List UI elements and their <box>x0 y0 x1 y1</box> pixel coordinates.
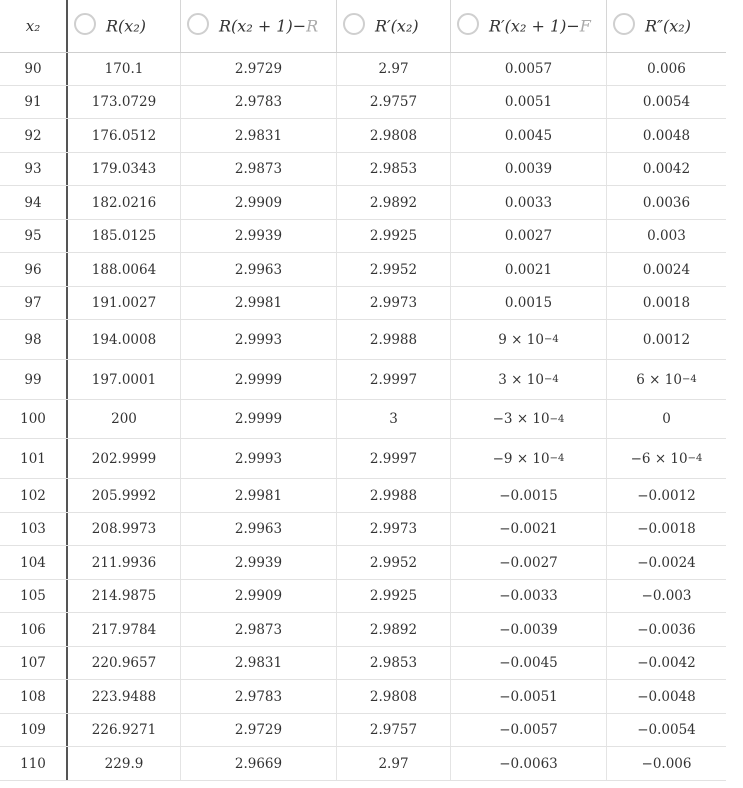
cell-r-double-prime: 0.006 <box>647 61 686 77</box>
cell-r-double-prime: −0.003 <box>641 588 692 604</box>
header-label: R(x₂ + 1)− <box>219 16 307 36</box>
cell-x2: 92 <box>0 119 68 152</box>
cell-r: 170.1 <box>68 53 181 85</box>
cell-r: 200 <box>68 400 181 438</box>
cell-r-prime: 2.9925 <box>337 220 451 252</box>
cell-r-diff: 2.9963 <box>181 513 337 545</box>
cell-r: 185.0125 <box>68 220 181 252</box>
cell-r-prime-diff: 0.0045 <box>451 119 607 152</box>
cell-r: 202.9999 <box>68 439 181 478</box>
cell-r-diff: 2.9873 <box>181 613 337 646</box>
cell-r-prime-diff: −9 × 10 −4 <box>451 439 607 478</box>
cell-r-diff: 2.9981 <box>181 479 337 512</box>
table-row <box>0 220 726 253</box>
cell-x2: 90 <box>0 53 68 85</box>
cell-r-prime: 2.9925 <box>337 580 451 612</box>
cell-x2: 95 <box>0 220 68 252</box>
column-toggle-radio[interactable] <box>343 13 365 35</box>
cell-r: 208.9973 <box>68 513 181 545</box>
cell-r-diff: 2.9831 <box>181 119 337 152</box>
cell-r: 220.9657 <box>68 647 181 679</box>
header-label-faded: R <box>306 16 319 36</box>
cell-r: 214.9875 <box>68 580 181 612</box>
column-toggle-radio[interactable] <box>74 13 96 35</box>
cell-x2: 98 <box>0 320 68 359</box>
table-row <box>0 714 726 747</box>
cell-r-diff: 2.9939 <box>181 546 337 579</box>
cell-r-prime-diff: 9 × 10 −4 <box>451 320 607 359</box>
cell-x2: 108 <box>0 680 68 713</box>
cell-r-prime-diff: −0.0063 <box>451 747 607 780</box>
cell-r-prime-diff: −3 × 10 −4 <box>451 400 607 438</box>
table-row <box>0 360 726 400</box>
cell-r-double-prime: 0.0018 <box>642 295 691 311</box>
cell-r-prime: 2.9808 <box>337 680 451 713</box>
cell-r-prime: 2.9997 <box>337 360 451 399</box>
table-row <box>0 613 726 647</box>
cell-r-double-prime: −6 × 10 −4 <box>630 450 703 467</box>
column-toggle-radio[interactable] <box>457 13 479 35</box>
table-row <box>0 119 726 153</box>
header-label: x₂ <box>25 17 41 35</box>
cell-r-double-prime: 0.003 <box>647 228 686 244</box>
header-r[interactable] <box>68 0 181 52</box>
table-row <box>0 186 726 220</box>
cell-r-prime-diff: −0.0045 <box>451 647 607 679</box>
table-row <box>0 86 726 119</box>
cell-x2: 100 <box>0 400 68 438</box>
cell-r-diff: 2.9783 <box>181 86 337 118</box>
table-row <box>0 580 726 613</box>
table-row <box>0 53 726 86</box>
cell-r-diff: 2.9729 <box>181 53 337 85</box>
header-r-diff[interactable] <box>181 0 337 52</box>
cell-r: 205.9992 <box>68 479 181 512</box>
cell-r: 217.9784 <box>68 613 181 646</box>
cell-r-prime-diff: −0.0051 <box>451 680 607 713</box>
cell-r-diff: 2.9999 <box>181 400 337 438</box>
cell-x2: 105 <box>0 580 68 612</box>
cell-x2: 94 <box>0 186 68 219</box>
cell-r: 182.0216 <box>68 186 181 219</box>
cell-r-diff: 2.9873 <box>181 153 337 185</box>
cell-r-prime: 2.97 <box>337 747 451 780</box>
cell-x2: 91 <box>0 86 68 118</box>
cell-r-prime: 2.97 <box>337 53 451 85</box>
header-r-prime-diff[interactable] <box>451 0 607 52</box>
cell-r: 173.0729 <box>68 86 181 118</box>
cell-r: 194.0008 <box>68 320 181 359</box>
table-row <box>0 680 726 714</box>
header-label: R″(x₂) <box>645 16 691 36</box>
cell-r: 226.9271 <box>68 714 181 746</box>
header-label: R′(x₂) <box>375 16 419 36</box>
table-row <box>0 479 726 513</box>
table-body <box>0 53 726 781</box>
cell-r-double-prime: −0.0012 <box>637 487 696 504</box>
table-row <box>0 320 726 360</box>
cell-r-diff: 2.9939 <box>181 220 337 252</box>
table-row <box>0 287 726 320</box>
cell-r-prime-diff: 0.0015 <box>451 287 607 319</box>
cell-r-double-prime: 6 × 10 −4 <box>636 371 697 388</box>
cell-r-prime: 2.9853 <box>337 153 451 185</box>
cell-r-prime: 2.9757 <box>337 714 451 746</box>
table-row <box>0 747 726 781</box>
header-label-faded: F <box>579 16 591 36</box>
cell-r-prime: 2.9952 <box>337 546 451 579</box>
cell-r-diff: 2.9729 <box>181 714 337 746</box>
cell-r-diff: 2.9669 <box>181 747 337 780</box>
cell-x2: 99 <box>0 360 68 399</box>
cell-r-prime: 2.9757 <box>337 86 451 118</box>
table-row <box>0 647 726 680</box>
column-toggle-radio[interactable] <box>613 13 635 35</box>
cell-r-prime-diff: 0.0033 <box>451 186 607 219</box>
cell-r-prime-diff: −0.0027 <box>451 546 607 579</box>
table-row <box>0 400 726 439</box>
cell-r-diff: 2.9981 <box>181 287 337 319</box>
cell-r-double-prime: 0.0036 <box>642 194 691 211</box>
header-label-wrap <box>219 17 318 36</box>
cell-x2: 106 <box>0 613 68 646</box>
cell-r-prime-diff: −0.0057 <box>451 714 607 746</box>
cell-r-prime: 2.9853 <box>337 647 451 679</box>
cell-x2: 96 <box>0 253 68 286</box>
cell-r-double-prime: −0.0054 <box>637 722 696 738</box>
cell-r-prime: 2.9952 <box>337 253 451 286</box>
cell-r-diff: 2.9831 <box>181 647 337 679</box>
cell-r-prime: 2.9973 <box>337 287 451 319</box>
cell-r-prime-diff: 3 × 10 −4 <box>451 360 607 399</box>
table-row <box>0 513 726 546</box>
cell-x2: 103 <box>0 513 68 545</box>
cell-r: 179.0343 <box>68 153 181 185</box>
table-row <box>0 253 726 287</box>
cell-r-diff: 2.9999 <box>181 360 337 399</box>
header-label: R′(x₂ + 1)− <box>489 16 580 36</box>
cell-r-double-prime: −0.0048 <box>637 688 696 705</box>
cell-r: 197.0001 <box>68 360 181 399</box>
cell-x2: 97 <box>0 287 68 319</box>
header-r-double-prime[interactable] <box>607 0 726 52</box>
table-header <box>0 0 726 53</box>
header-label: R(x₂) <box>106 16 146 36</box>
cell-x2: 101 <box>0 439 68 478</box>
cell-r-diff: 2.9993 <box>181 320 337 359</box>
table-row <box>0 439 726 479</box>
cell-r-prime: 2.9973 <box>337 513 451 545</box>
cell-x2: 102 <box>0 479 68 512</box>
cell-x2: 109 <box>0 714 68 746</box>
cell-r-double-prime: 0.0024 <box>642 261 691 278</box>
cell-r-prime-diff: −0.0015 <box>451 479 607 512</box>
column-toggle-radio[interactable] <box>187 13 209 35</box>
header-label-wrap <box>489 17 591 36</box>
cell-r-double-prime: −0.0024 <box>637 554 696 571</box>
cell-r-prime-diff: 0.0027 <box>451 220 607 252</box>
cell-x2: 107 <box>0 647 68 679</box>
cell-r-double-prime: 0.0042 <box>642 161 691 177</box>
cell-r-diff: 2.9909 <box>181 580 337 612</box>
cell-r-prime: 2.9988 <box>337 479 451 512</box>
cell-r-diff: 2.9783 <box>181 680 337 713</box>
cell-r-prime: 2.9808 <box>337 119 451 152</box>
cell-r-prime-diff: −0.0021 <box>451 513 607 545</box>
cell-r-prime: 2.9997 <box>337 439 451 478</box>
cell-r-prime-diff: −0.0033 <box>451 580 607 612</box>
cell-r-prime-diff: 0.0021 <box>451 253 607 286</box>
cell-r: 188.0064 <box>68 253 181 286</box>
header-r-prime[interactable] <box>337 0 451 52</box>
cell-r: 223.9488 <box>68 680 181 713</box>
cell-r-prime-diff: 0.0057 <box>451 53 607 85</box>
cell-r-prime: 3 <box>337 400 451 438</box>
cell-x2: 93 <box>0 153 68 185</box>
cell-x2: 110 <box>0 747 68 780</box>
cell-r-double-prime: 0.0054 <box>642 94 691 110</box>
cell-r-diff: 2.9993 <box>181 439 337 478</box>
cell-r-prime: 2.9892 <box>337 613 451 646</box>
cell-r-double-prime: 0.0048 <box>642 127 691 144</box>
cell-r-prime: 2.9892 <box>337 186 451 219</box>
cell-r-double-prime: 0.0012 <box>642 331 691 348</box>
table-row <box>0 153 726 186</box>
cell-r-double-prime: −0.0036 <box>637 621 696 638</box>
cell-r: 211.9936 <box>68 546 181 579</box>
cell-r-diff: 2.9909 <box>181 186 337 219</box>
table-row <box>0 546 726 580</box>
cell-r: 176.0512 <box>68 119 181 152</box>
cell-r-prime-diff: 0.0051 <box>451 86 607 118</box>
cell-r: 229.9 <box>68 747 181 780</box>
cell-r-double-prime: −0.006 <box>641 755 692 772</box>
cell-r-prime: 2.9988 <box>337 320 451 359</box>
cell-r-diff: 2.9963 <box>181 253 337 286</box>
cell-r-double-prime: −0.0018 <box>637 521 696 537</box>
cell-r-prime-diff: 0.0039 <box>451 153 607 185</box>
header-x2[interactable] <box>0 0 68 52</box>
cell-r-double-prime: −0.0042 <box>637 655 696 671</box>
cell-x2: 104 <box>0 546 68 579</box>
cell-r-double-prime: 0 <box>662 411 671 427</box>
cell-r-prime-diff: −0.0039 <box>451 613 607 646</box>
cell-r: 191.0027 <box>68 287 181 319</box>
